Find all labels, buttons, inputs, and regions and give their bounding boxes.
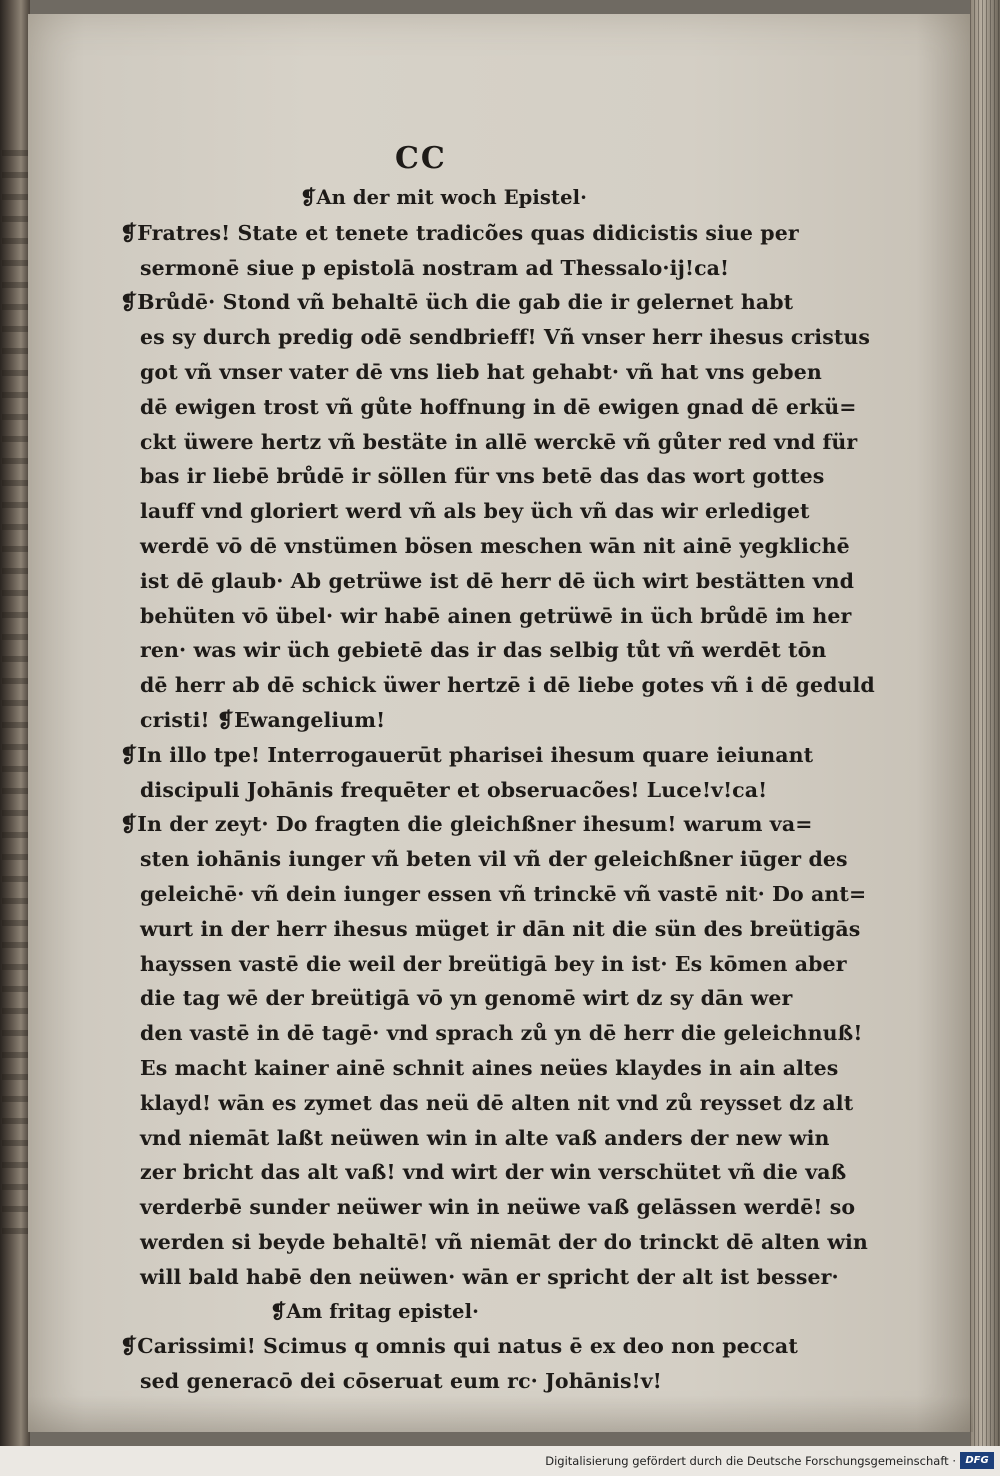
text-line: klayd! wān es zymet das neü dē alten nit vnd zů reysset dz alt bbox=[140, 1090, 854, 1115]
text-line: ❡Carissimi! Scimus q omnis qui natus ē ex deo non peccat bbox=[120, 1334, 798, 1359]
text-line: sten iohānis iunger vñ beten vil vñ der geleichßner iūger des bbox=[140, 847, 848, 872]
footer-bar bbox=[0, 1446, 1000, 1476]
dfg-logo-icon: DFG bbox=[960, 1452, 994, 1469]
text-line: ❡In illo tpe! Interrogauerūt pharisei ihesum quare ieiunant bbox=[120, 742, 814, 767]
text-line: dē herr ab dē schick üwer hertzē i dē liebe gotes vñ i dē geduld bbox=[140, 673, 875, 698]
text-line: wurt in der herr ihesus müget ir dān nit die sün des breütigās bbox=[140, 916, 861, 941]
section-heading: ❡Am fritag epistel· bbox=[270, 1299, 479, 1323]
page-text-block bbox=[100, 141, 875, 1399]
text-line: werden si beyde behaltē! vñ niemāt der do trinckt dē alten win bbox=[140, 1229, 868, 1254]
text-line: hayssen vastē die weil der breütigā bey in ist· Es kōmen aber bbox=[140, 951, 847, 976]
adjacent-page-edge bbox=[0, 0, 30, 1446]
text-line: Es macht kainer ainē schnit aines neües klaydes in ain altes bbox=[140, 1055, 839, 1080]
text-line: discipuli Johānis frequēter et obseruacões! Luce!v!ca! bbox=[140, 777, 768, 802]
text-line: verderbē sunder neüwer win in neüwe vaß gelāssen werdē! so bbox=[140, 1195, 856, 1220]
text-line: ❡Brůdē· Stond vñ behaltē üch die gab die ir gelernet habt bbox=[120, 290, 794, 315]
page-block-edge bbox=[970, 0, 1000, 1446]
text-line: den vastē in dē tagē· vnd sprach zů yn dē herr die geleichnuß! bbox=[140, 1021, 863, 1046]
text-line: dē ewigen trost vñ gůte hoffnung in dē ewigen gnad dē erkü= bbox=[140, 394, 857, 419]
text-line: ❡Fratres! State et tenete tradicões quas didicistis siue per bbox=[120, 220, 799, 245]
text-line: zer bricht das alt vaß! vnd wirt der win verschütet vñ die vaß bbox=[140, 1160, 847, 1185]
section-heading: ❡An der mit woch Epistel· bbox=[300, 186, 588, 209]
text-line: ren· was wir üch gebietē das ir das selbig tůt vñ werdēt tōn bbox=[140, 638, 827, 663]
text-line: bas ir liebē brůdē ir söllen für vns betē das das wort gottes bbox=[140, 464, 825, 489]
funding-note: Digitalisierung gefördert durch die Deutsche Forschungsgemeinschaft · bbox=[545, 1454, 956, 1468]
page-bottom-shadow bbox=[28, 1396, 973, 1432]
text-line: geleichē· vñ dein iunger essen vñ trinckē vñ vastē nit· Do ant= bbox=[140, 881, 867, 906]
folio-number: CC bbox=[395, 141, 447, 176]
text-line: lauff vnd gloriert werd vñ als bey üch vñ das wir erlediget bbox=[140, 499, 810, 524]
text-line: sed generacō dei cōseruat eum rc· Johānis!v! bbox=[140, 1369, 662, 1394]
text-line: sermonē siue p epistolā nostram ad Thessalo·ij!ca! bbox=[140, 255, 730, 280]
text-line: ckt üwere hertz vñ bestäte in allē werckē vñ gůter red vnd für bbox=[140, 429, 858, 454]
text-line: behüten vō übel· wir habē ainen getrüwē in üch brůdē im her bbox=[140, 603, 852, 628]
text-line: will bald habē den neüwen· wān er spricht der alt ist besser· bbox=[140, 1264, 839, 1289]
page-block-stripes bbox=[970, 0, 1000, 1446]
text-line: die tag wē der breütigā vō yn genomē wirt dz sy dān wer bbox=[140, 986, 793, 1011]
text-line: ist dē glaub· Ab getrüwe ist dē herr dē üch wirt bestätten vnd bbox=[140, 568, 855, 593]
text-line: werdē vō dē vnstümen bösen meschen wān nit ainē yegklichē bbox=[140, 533, 850, 558]
text-line: es sy durch predig odē sendbrieff! Vñ vnser herr ihesus cristus bbox=[140, 325, 871, 350]
text-lines bbox=[100, 181, 875, 1399]
text-line: ❡In der zeyt· Do fragten die gleichßner ihesum! warum va= bbox=[120, 812, 813, 837]
text-line: vnd niemāt laßt neüwen win in alte vaß anders der new win bbox=[140, 1125, 830, 1150]
text-line: got vñ vnser vater dē vns lieb hat gehabt· vñ hat vns geben bbox=[140, 359, 822, 384]
adjacent-page-text-fragment bbox=[2, 150, 28, 1250]
text-line: cristi! ❡Ewangelium! bbox=[140, 707, 386, 732]
